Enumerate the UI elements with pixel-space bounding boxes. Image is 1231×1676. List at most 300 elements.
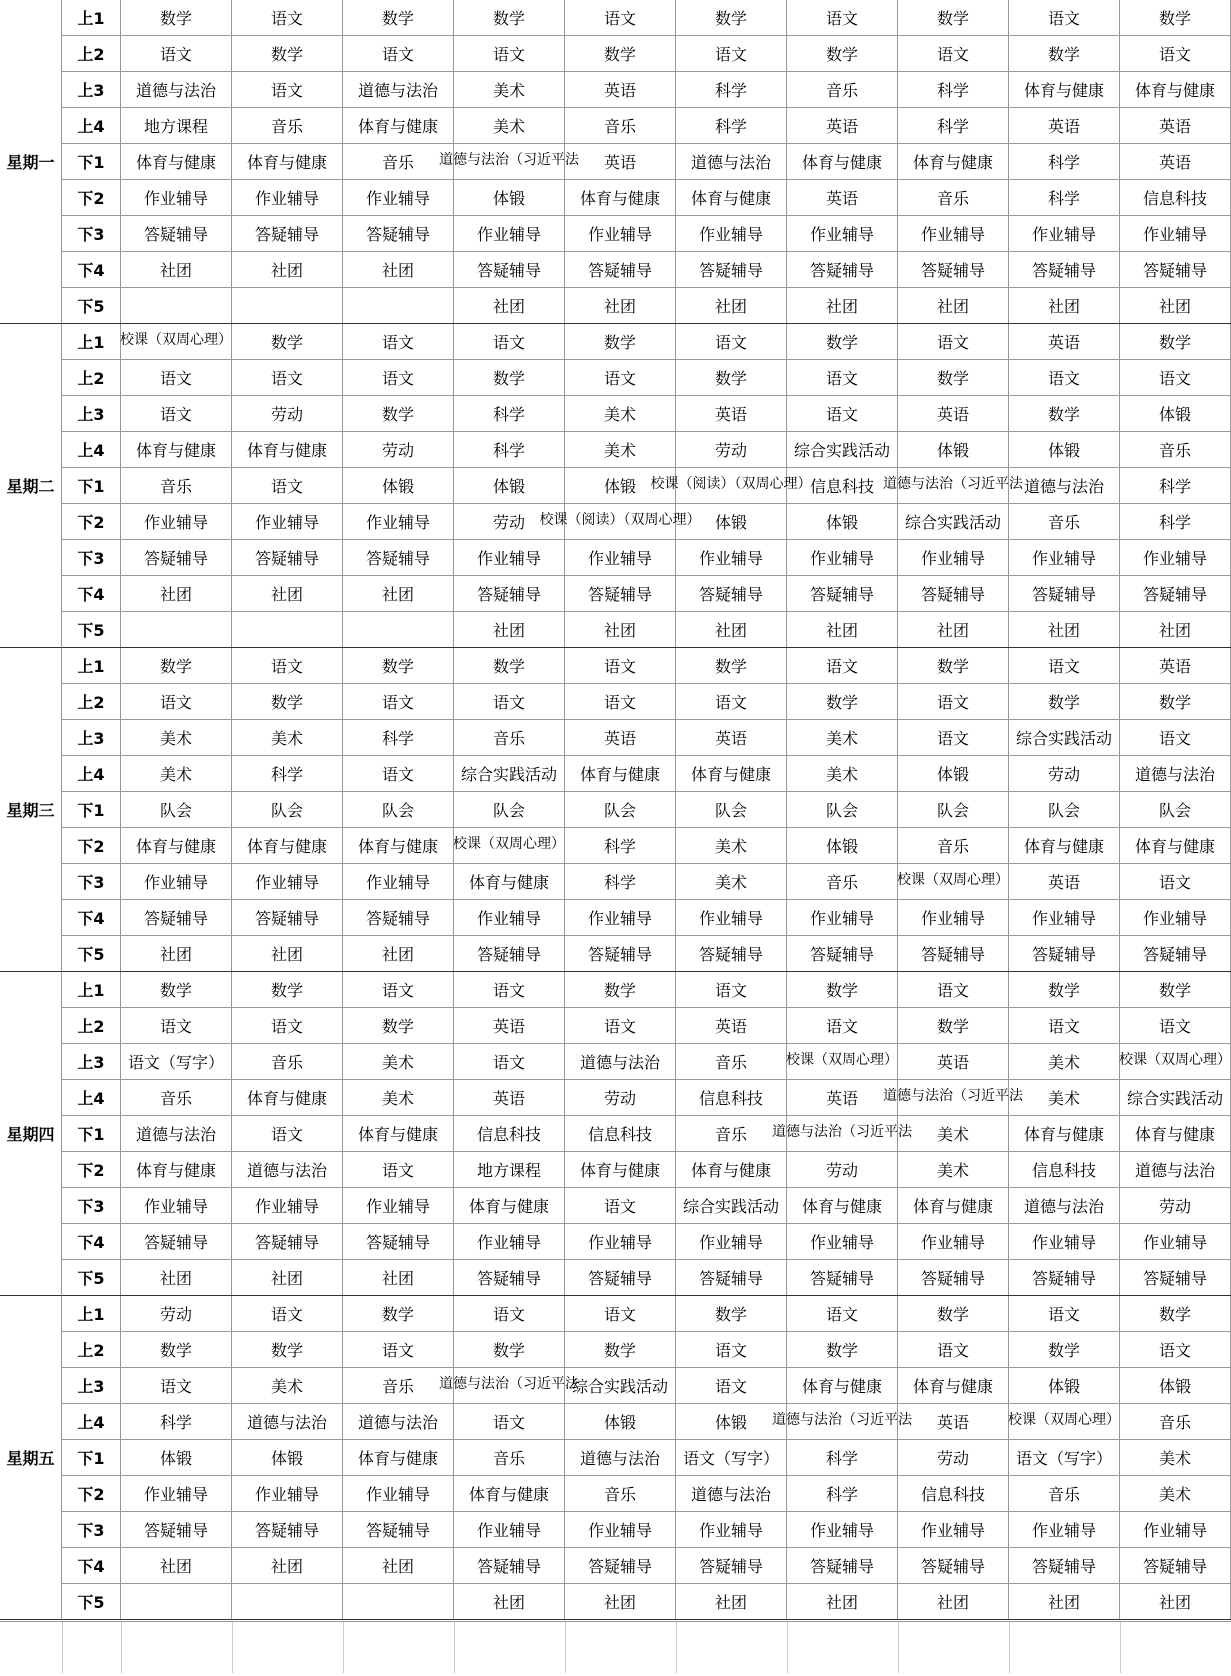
subject-cell[interactable]: 劳动	[343, 432, 454, 467]
subject-cell[interactable]: 数学	[676, 1296, 787, 1331]
subject-cell[interactable]: 数学	[898, 1008, 1009, 1043]
subject-cell[interactable]: 体育与健康	[232, 144, 343, 179]
subject-cell[interactable]: 社团	[1120, 288, 1231, 323]
subject-cell[interactable]: 语文	[343, 36, 454, 71]
subject-cell[interactable]: 作业辅导	[565, 1224, 676, 1259]
subject-cell[interactable]: 数学	[343, 648, 454, 683]
subject-cell[interactable]: 科学	[1120, 504, 1231, 539]
subject-cell[interactable]: 作业辅导	[1009, 1224, 1120, 1259]
subject-cell[interactable]: 答疑辅导	[676, 936, 787, 971]
subject-cell[interactable]: 数学	[1120, 0, 1231, 35]
subject-cell[interactable]: 作业辅导	[787, 1512, 898, 1547]
subject-cell[interactable]: 社团	[898, 612, 1009, 647]
subject-cell[interactable]: 体锻	[232, 1440, 343, 1475]
subject-cell[interactable]: 社团	[676, 1584, 787, 1619]
subject-cell[interactable]: 科学	[121, 1404, 232, 1439]
subject-cell[interactable]: 语文	[1120, 1332, 1231, 1367]
subject-cell[interactable]: 作业辅导	[121, 1188, 232, 1223]
subject-cell[interactable]: 作业辅导	[232, 504, 343, 539]
subject-cell[interactable]: 语文	[343, 360, 454, 395]
subject-cell[interactable]: 作业辅导	[1009, 900, 1120, 935]
subject-cell[interactable]: 体育与健康	[1120, 1116, 1231, 1151]
subject-cell[interactable]: 英语	[565, 144, 676, 179]
subject-cell[interactable]: 队会	[454, 792, 565, 827]
subject-cell[interactable]: 音乐	[676, 1044, 787, 1079]
subject-cell[interactable]: 作业辅导	[898, 1512, 1009, 1547]
subject-cell[interactable]: 作业辅导	[1009, 1512, 1120, 1547]
subject-cell[interactable]: 社团	[454, 1584, 565, 1619]
subject-cell[interactable]: 校课（双周心理）	[898, 864, 1009, 899]
subject-cell[interactable]: 数学	[1120, 324, 1231, 359]
subject-cell[interactable]: 道德与法治	[343, 72, 454, 107]
subject-cell[interactable]: 劳动	[898, 1440, 1009, 1475]
subject-cell[interactable]: 数学	[676, 0, 787, 35]
subject-cell[interactable]: 体育与健康	[121, 828, 232, 863]
subject-cell[interactable]: 体育与健康	[343, 1116, 454, 1151]
subject-cell[interactable]: 答疑辅导	[565, 252, 676, 287]
subject-cell[interactable]: 劳动	[565, 1080, 676, 1115]
subject-cell[interactable]: 语文	[1009, 0, 1120, 35]
subject-cell[interactable]: 答疑辅导	[454, 1548, 565, 1583]
subject-cell[interactable]: 英语	[787, 180, 898, 215]
subject-cell[interactable]: 体锻	[787, 504, 898, 539]
subject-cell[interactable]: 体锻	[343, 468, 454, 503]
subject-cell[interactable]: 语文	[787, 0, 898, 35]
subject-cell[interactable]: 美术	[898, 1116, 1009, 1151]
subject-cell[interactable]: 社团	[565, 612, 676, 647]
subject-cell[interactable]: 科学	[565, 864, 676, 899]
subject-cell[interactable]: 综合实践活动	[454, 756, 565, 791]
subject-cell[interactable]: 体育与健康	[676, 1152, 787, 1187]
subject-cell[interactable]: 综合实践活动	[1009, 720, 1120, 755]
subject-cell[interactable]: 语文	[232, 72, 343, 107]
subject-cell[interactable]: 答疑辅导	[454, 1260, 565, 1295]
subject-cell[interactable]	[121, 612, 232, 647]
subject-cell[interactable]: 音乐	[1120, 432, 1231, 467]
subject-cell[interactable]: 语文	[565, 360, 676, 395]
subject-cell[interactable]: 作业辅导	[898, 216, 1009, 251]
subject-cell[interactable]: 数学	[787, 324, 898, 359]
subject-cell[interactable]: 语文	[565, 1008, 676, 1043]
subject-cell[interactable]: 数学	[1009, 684, 1120, 719]
subject-cell[interactable]: 作业辅导	[565, 540, 676, 575]
subject-cell[interactable]: 队会	[676, 792, 787, 827]
subject-cell[interactable]: 科学	[676, 72, 787, 107]
subject-cell[interactable]: 美术	[121, 756, 232, 791]
subject-cell[interactable]: 答疑辅导	[787, 1548, 898, 1583]
subject-cell[interactable]: 体育与健康	[454, 864, 565, 899]
subject-cell[interactable]: 音乐	[232, 1044, 343, 1079]
subject-cell[interactable]: 作业辅导	[343, 1476, 454, 1511]
subject-cell[interactable]: 语文	[232, 468, 343, 503]
subject-cell[interactable]: 作业辅导	[565, 1512, 676, 1547]
subject-cell[interactable]: 体育与健康	[1120, 828, 1231, 863]
subject-cell[interactable]: 道德与法治	[565, 1440, 676, 1475]
subject-cell[interactable]: 综合实践活动	[787, 432, 898, 467]
subject-cell[interactable]: 语文	[454, 324, 565, 359]
subject-cell[interactable]: 体育与健康	[121, 144, 232, 179]
subject-cell[interactable]: 信息科技	[787, 468, 898, 503]
subject-cell[interactable]: 作业辅导	[1120, 1512, 1231, 1547]
subject-cell[interactable]: 语文	[676, 684, 787, 719]
subject-cell[interactable]: 道德与法治	[232, 1152, 343, 1187]
subject-cell[interactable]: 英语	[676, 1008, 787, 1043]
subject-cell[interactable]: 答疑辅导	[676, 1260, 787, 1295]
subject-cell[interactable]: 体育与健康	[787, 1368, 898, 1403]
subject-cell[interactable]: 数学	[1009, 1332, 1120, 1367]
subject-cell[interactable]: 答疑辅导	[565, 576, 676, 611]
subject-cell[interactable]: 校课（双周心理）	[454, 828, 565, 863]
subject-cell[interactable]: 语文	[232, 1296, 343, 1331]
subject-cell[interactable]: 答疑辅导	[1009, 1548, 1120, 1583]
subject-cell[interactable]	[343, 612, 454, 647]
subject-cell[interactable]: 作业辅导	[232, 1188, 343, 1223]
subject-cell[interactable]: 音乐	[565, 1476, 676, 1511]
subject-cell[interactable]: 综合实践活动	[565, 1368, 676, 1403]
subject-cell[interactable]: 体锻	[676, 1404, 787, 1439]
subject-cell[interactable]: 社团	[1009, 1584, 1120, 1619]
subject-cell[interactable]: 答疑辅导	[787, 1260, 898, 1295]
subject-cell[interactable]: 作业辅导	[676, 216, 787, 251]
subject-cell[interactable]: 科学	[898, 72, 1009, 107]
subject-cell[interactable]: 作业辅导	[787, 900, 898, 935]
subject-cell[interactable]: 语文	[121, 396, 232, 431]
subject-cell[interactable]: 美术	[898, 1152, 1009, 1187]
subject-cell[interactable]: 道德与法治	[1120, 1152, 1231, 1187]
subject-cell[interactable]: 体锻	[1120, 396, 1231, 431]
subject-cell[interactable]: 语文	[121, 36, 232, 71]
subject-cell[interactable]: 语文	[1009, 648, 1120, 683]
subject-cell[interactable]: 答疑辅导	[1120, 1548, 1231, 1583]
subject-cell[interactable]: 科学	[1009, 144, 1120, 179]
subject-cell[interactable]: 数学	[121, 648, 232, 683]
subject-cell[interactable]: 美术	[1009, 1080, 1120, 1115]
subject-cell[interactable]: 语文	[454, 684, 565, 719]
subject-cell[interactable]: 语文（写字）	[121, 1044, 232, 1079]
subject-cell[interactable]: 体育与健康	[1009, 72, 1120, 107]
subject-cell[interactable]: 语文	[565, 684, 676, 719]
subject-cell[interactable]: 英语	[454, 1080, 565, 1115]
subject-cell[interactable]: 数学	[454, 1332, 565, 1367]
subject-cell[interactable]: 社团	[676, 612, 787, 647]
subject-cell[interactable]: 数学	[787, 36, 898, 71]
subject-cell[interactable]: 答疑辅导	[232, 900, 343, 935]
subject-cell[interactable]: 音乐	[121, 468, 232, 503]
subject-cell[interactable]: 数学	[787, 1332, 898, 1367]
subject-cell[interactable]: 社团	[232, 1548, 343, 1583]
subject-cell[interactable]: 道德与法治	[1009, 468, 1120, 503]
subject-cell[interactable]: 语文	[787, 360, 898, 395]
subject-cell[interactable]: 英语	[454, 1008, 565, 1043]
subject-cell[interactable]: 数学	[232, 972, 343, 1007]
subject-cell[interactable]: 作业辅导	[121, 864, 232, 899]
subject-cell[interactable]: 体锻	[1120, 1368, 1231, 1403]
subject-cell[interactable]: 社团	[343, 1260, 454, 1295]
subject-cell[interactable]: 语文	[676, 36, 787, 71]
subject-cell[interactable]: 答疑辅导	[676, 576, 787, 611]
subject-cell[interactable]: 信息科技	[676, 1080, 787, 1115]
subject-cell[interactable]: 队会	[343, 792, 454, 827]
subject-cell[interactable]: 数学	[565, 324, 676, 359]
subject-cell[interactable]: 语文	[1009, 1008, 1120, 1043]
subject-cell[interactable]: 社团	[343, 252, 454, 287]
subject-cell[interactable]: 答疑辅导	[898, 1548, 1009, 1583]
subject-cell[interactable]: 社团	[565, 288, 676, 323]
subject-cell[interactable]: 队会	[898, 792, 1009, 827]
subject-cell[interactable]: 作业辅导	[454, 1512, 565, 1547]
subject-cell[interactable]: 语文	[787, 1008, 898, 1043]
subject-cell[interactable]: 音乐	[232, 108, 343, 143]
subject-cell[interactable]: 体锻	[1009, 432, 1120, 467]
subject-cell[interactable]: 校课（双周心理）	[787, 1044, 898, 1079]
subject-cell[interactable]: 英语	[898, 1404, 1009, 1439]
subject-cell[interactable]: 队会	[232, 792, 343, 827]
subject-cell[interactable]: 作业辅导	[232, 864, 343, 899]
subject-cell[interactable]: 语文	[898, 1332, 1009, 1367]
subject-cell[interactable]: 答疑辅导	[343, 540, 454, 575]
subject-cell[interactable]: 语文	[454, 1404, 565, 1439]
subject-cell[interactable]: 语文	[787, 1296, 898, 1331]
subject-cell[interactable]	[343, 288, 454, 323]
subject-cell[interactable]: 答疑辅导	[676, 1548, 787, 1583]
subject-cell[interactable]: 数学	[1120, 684, 1231, 719]
subject-cell[interactable]: 劳动	[1009, 756, 1120, 791]
subject-cell[interactable]: 社团	[787, 612, 898, 647]
subject-cell[interactable]: 数学	[898, 360, 1009, 395]
subject-cell[interactable]	[232, 612, 343, 647]
subject-cell[interactable]: 作业辅导	[121, 504, 232, 539]
subject-cell[interactable]: 综合实践活动	[676, 1188, 787, 1223]
subject-cell[interactable]: 校课（双周心理）	[1009, 1404, 1120, 1439]
subject-cell[interactable]: 语文	[454, 36, 565, 71]
subject-cell[interactable]	[232, 288, 343, 323]
subject-cell[interactable]: 英语	[1009, 864, 1120, 899]
subject-cell[interactable]: 语文	[454, 1296, 565, 1331]
subject-cell[interactable]: 数学	[676, 648, 787, 683]
subject-cell[interactable]: 道德与法治（习近平法	[898, 1080, 1009, 1115]
subject-cell[interactable]: 答疑辅导	[1009, 936, 1120, 971]
subject-cell[interactable]: 答疑辅导	[1009, 576, 1120, 611]
subject-cell[interactable]: 劳动	[121, 1296, 232, 1331]
subject-cell[interactable]: 英语	[787, 108, 898, 143]
subject-cell[interactable]: 队会	[787, 792, 898, 827]
subject-cell[interactable]: 社团	[121, 936, 232, 971]
subject-cell[interactable]: 作业辅导	[1009, 216, 1120, 251]
subject-cell[interactable]: 英语	[787, 1080, 898, 1115]
subject-cell[interactable]: 数学	[121, 1332, 232, 1367]
subject-cell[interactable]: 作业辅导	[121, 180, 232, 215]
subject-cell[interactable]: 语文	[343, 972, 454, 1007]
subject-cell[interactable]: 美术	[565, 396, 676, 431]
subject-cell[interactable]: 语文	[676, 1368, 787, 1403]
subject-cell[interactable]: 社团	[343, 1548, 454, 1583]
subject-cell[interactable]: 体育与健康	[454, 1476, 565, 1511]
subject-cell[interactable]: 美术	[676, 828, 787, 863]
subject-cell[interactable]: 数学	[454, 0, 565, 35]
subject-cell[interactable]: 英语	[565, 72, 676, 107]
subject-cell[interactable]: 社团	[232, 936, 343, 971]
subject-cell[interactable]: 社团	[1120, 612, 1231, 647]
subject-cell[interactable]: 数学	[676, 360, 787, 395]
subject-cell[interactable]: 答疑辅导	[565, 1548, 676, 1583]
subject-cell[interactable]: 信息科技	[1009, 1152, 1120, 1187]
subject-cell[interactable]: 音乐	[898, 828, 1009, 863]
subject-cell[interactable]: 作业辅导	[565, 216, 676, 251]
subject-cell[interactable]: 社团	[232, 576, 343, 611]
subject-cell[interactable]: 道德与法治（习近平法	[787, 1116, 898, 1151]
subject-cell[interactable]: 体育与健康	[232, 432, 343, 467]
subject-cell[interactable]: 数学	[454, 648, 565, 683]
subject-cell[interactable]: 语文	[343, 1152, 454, 1187]
subject-cell[interactable]: 语文	[232, 360, 343, 395]
subject-cell[interactable]: 体育与健康	[232, 1080, 343, 1115]
subject-cell[interactable]: 队会	[1009, 792, 1120, 827]
subject-cell[interactable]: 语文	[343, 684, 454, 719]
subject-cell[interactable]: 数学	[232, 324, 343, 359]
subject-cell[interactable]: 体锻	[121, 1440, 232, 1475]
subject-cell[interactable]: 答疑辅导	[787, 936, 898, 971]
subject-cell[interactable]: 作业辅导	[343, 504, 454, 539]
subject-cell[interactable]: 答疑辅导	[343, 900, 454, 935]
subject-cell[interactable]: 数学	[1009, 36, 1120, 71]
subject-cell[interactable]: 信息科技	[565, 1116, 676, 1151]
subject-cell[interactable]: 数学	[565, 36, 676, 71]
subject-cell[interactable]: 作业辅导	[787, 216, 898, 251]
subject-cell[interactable]: 作业辅导	[676, 1512, 787, 1547]
subject-cell[interactable]: 语文	[121, 1368, 232, 1403]
subject-cell[interactable]: 语文	[898, 972, 1009, 1007]
subject-cell[interactable]: 语文	[1120, 36, 1231, 71]
subject-cell[interactable]: 英语	[565, 720, 676, 755]
subject-cell[interactable]: 数学	[565, 972, 676, 1007]
subject-cell[interactable]: 美术	[787, 720, 898, 755]
subject-cell[interactable]: 答疑辅导	[898, 252, 1009, 287]
subject-cell[interactable]: 信息科技	[454, 1116, 565, 1151]
subject-cell[interactable]: 道德与法治（习近平法	[898, 468, 1009, 503]
subject-cell[interactable]: 音乐	[676, 1116, 787, 1151]
subject-cell[interactable]: 道德与法治	[121, 72, 232, 107]
subject-cell[interactable]: 语文	[454, 972, 565, 1007]
subject-cell[interactable]: 答疑辅导	[1120, 1260, 1231, 1295]
subject-cell[interactable]: 体育与健康	[1120, 72, 1231, 107]
subject-cell[interactable]: 答疑辅导	[343, 1224, 454, 1259]
subject-cell[interactable]: 语文（写字）	[1009, 1440, 1120, 1475]
subject-cell[interactable]: 作业辅导	[343, 1188, 454, 1223]
subject-cell[interactable]: 答疑辅导	[232, 216, 343, 251]
subject-cell[interactable]: 作业辅导	[787, 1224, 898, 1259]
subject-cell[interactable]: 答疑辅导	[121, 900, 232, 935]
subject-cell[interactable]: 队会	[1120, 792, 1231, 827]
subject-cell[interactable]: 作业辅导	[343, 864, 454, 899]
subject-cell[interactable]: 社团	[1009, 288, 1120, 323]
subject-cell[interactable]: 数学	[1120, 1296, 1231, 1331]
subject-cell[interactable]: 音乐	[454, 1440, 565, 1475]
subject-cell[interactable]: 信息科技	[1120, 180, 1231, 215]
subject-cell[interactable]: 答疑辅导	[898, 936, 1009, 971]
subject-cell[interactable]	[343, 1584, 454, 1619]
subject-cell[interactable]: 语文	[232, 0, 343, 35]
subject-cell[interactable]: 音乐	[343, 144, 454, 179]
subject-cell[interactable]: 音乐	[898, 180, 1009, 215]
subject-cell[interactable]: 劳动	[787, 1152, 898, 1187]
subject-cell[interactable]: 作业辅导	[676, 540, 787, 575]
subject-cell[interactable]: 劳动	[676, 432, 787, 467]
subject-cell[interactable]: 美术	[121, 720, 232, 755]
subject-cell[interactable]: 道德与法治	[1009, 1188, 1120, 1223]
subject-cell[interactable]: 英语	[1120, 108, 1231, 143]
subject-cell[interactable]: 社团	[676, 288, 787, 323]
subject-cell[interactable]: 体育与健康	[565, 1152, 676, 1187]
subject-cell[interactable]: 劳动	[454, 504, 565, 539]
subject-cell[interactable]: 体育与健康	[898, 1368, 1009, 1403]
subject-cell[interactable]: 社团	[232, 1260, 343, 1295]
subject-cell[interactable]: 作业辅导	[232, 1476, 343, 1511]
subject-cell[interactable]: 科学	[1009, 180, 1120, 215]
subject-cell[interactable]: 作业辅导	[565, 900, 676, 935]
subject-cell[interactable]: 答疑辅导	[454, 936, 565, 971]
subject-cell[interactable]: 作业辅导	[343, 180, 454, 215]
subject-cell[interactable]: 答疑辅导	[1009, 1260, 1120, 1295]
subject-cell[interactable]: 作业辅导	[454, 1224, 565, 1259]
subject-cell[interactable]: 社团	[1120, 1584, 1231, 1619]
subject-cell[interactable]: 体锻	[898, 756, 1009, 791]
subject-cell[interactable]: 体锻	[1009, 1368, 1120, 1403]
subject-cell[interactable]: 美术	[232, 1368, 343, 1403]
subject-cell[interactable]: 数学	[898, 1296, 1009, 1331]
subject-cell[interactable]: 体育与健康	[565, 180, 676, 215]
subject-cell[interactable]: 作业辅导	[787, 540, 898, 575]
subject-cell[interactable]: 语文	[565, 1296, 676, 1331]
subject-cell[interactable]: 道德与法治	[676, 144, 787, 179]
subject-cell[interactable]: 数学	[343, 1008, 454, 1043]
subject-cell[interactable]: 语文	[1120, 720, 1231, 755]
subject-cell[interactable]: 语文	[232, 1008, 343, 1043]
subject-cell[interactable]: 音乐	[787, 864, 898, 899]
subject-cell[interactable]: 体育与健康	[787, 144, 898, 179]
subject-cell[interactable]: 体锻	[454, 180, 565, 215]
subject-cell[interactable]: 体育与健康	[676, 756, 787, 791]
subject-cell[interactable]: 答疑辅导	[1120, 936, 1231, 971]
subject-cell[interactable]: 美术	[1120, 1440, 1231, 1475]
subject-cell[interactable]	[232, 1584, 343, 1619]
subject-cell[interactable]: 美术	[343, 1080, 454, 1115]
subject-cell[interactable]: 体育与健康	[1009, 1116, 1120, 1151]
subject-cell[interactable]: 作业辅导	[1120, 900, 1231, 935]
subject-cell[interactable]: 体育与健康	[454, 1188, 565, 1223]
subject-cell[interactable]: 数学	[121, 0, 232, 35]
subject-cell[interactable]: 信息科技	[898, 1476, 1009, 1511]
subject-cell[interactable]: 英语	[1120, 648, 1231, 683]
subject-cell[interactable]: 语文	[1120, 360, 1231, 395]
subject-cell[interactable]: 音乐	[343, 1368, 454, 1403]
subject-cell[interactable]: 语文	[676, 324, 787, 359]
subject-cell[interactable]: 音乐	[1009, 504, 1120, 539]
subject-cell[interactable]: 音乐	[454, 720, 565, 755]
subject-cell[interactable]: 社团	[343, 576, 454, 611]
subject-cell[interactable]: 答疑辅导	[232, 540, 343, 575]
subject-cell[interactable]: 作业辅导	[898, 540, 1009, 575]
subject-cell[interactable]: 数学	[787, 972, 898, 1007]
subject-cell[interactable]: 校课（双周心理）	[121, 324, 232, 359]
subject-cell[interactable]: 语文	[1120, 1008, 1231, 1043]
subject-cell[interactable]: 作业辅导	[454, 216, 565, 251]
subject-cell[interactable]: 语文	[232, 1116, 343, 1151]
subject-cell[interactable]: 社团	[343, 936, 454, 971]
subject-cell[interactable]: 音乐	[565, 108, 676, 143]
subject-cell[interactable]: 语文	[676, 1332, 787, 1367]
subject-cell[interactable]: 科学	[454, 396, 565, 431]
subject-cell[interactable]: 答疑辅导	[121, 1224, 232, 1259]
